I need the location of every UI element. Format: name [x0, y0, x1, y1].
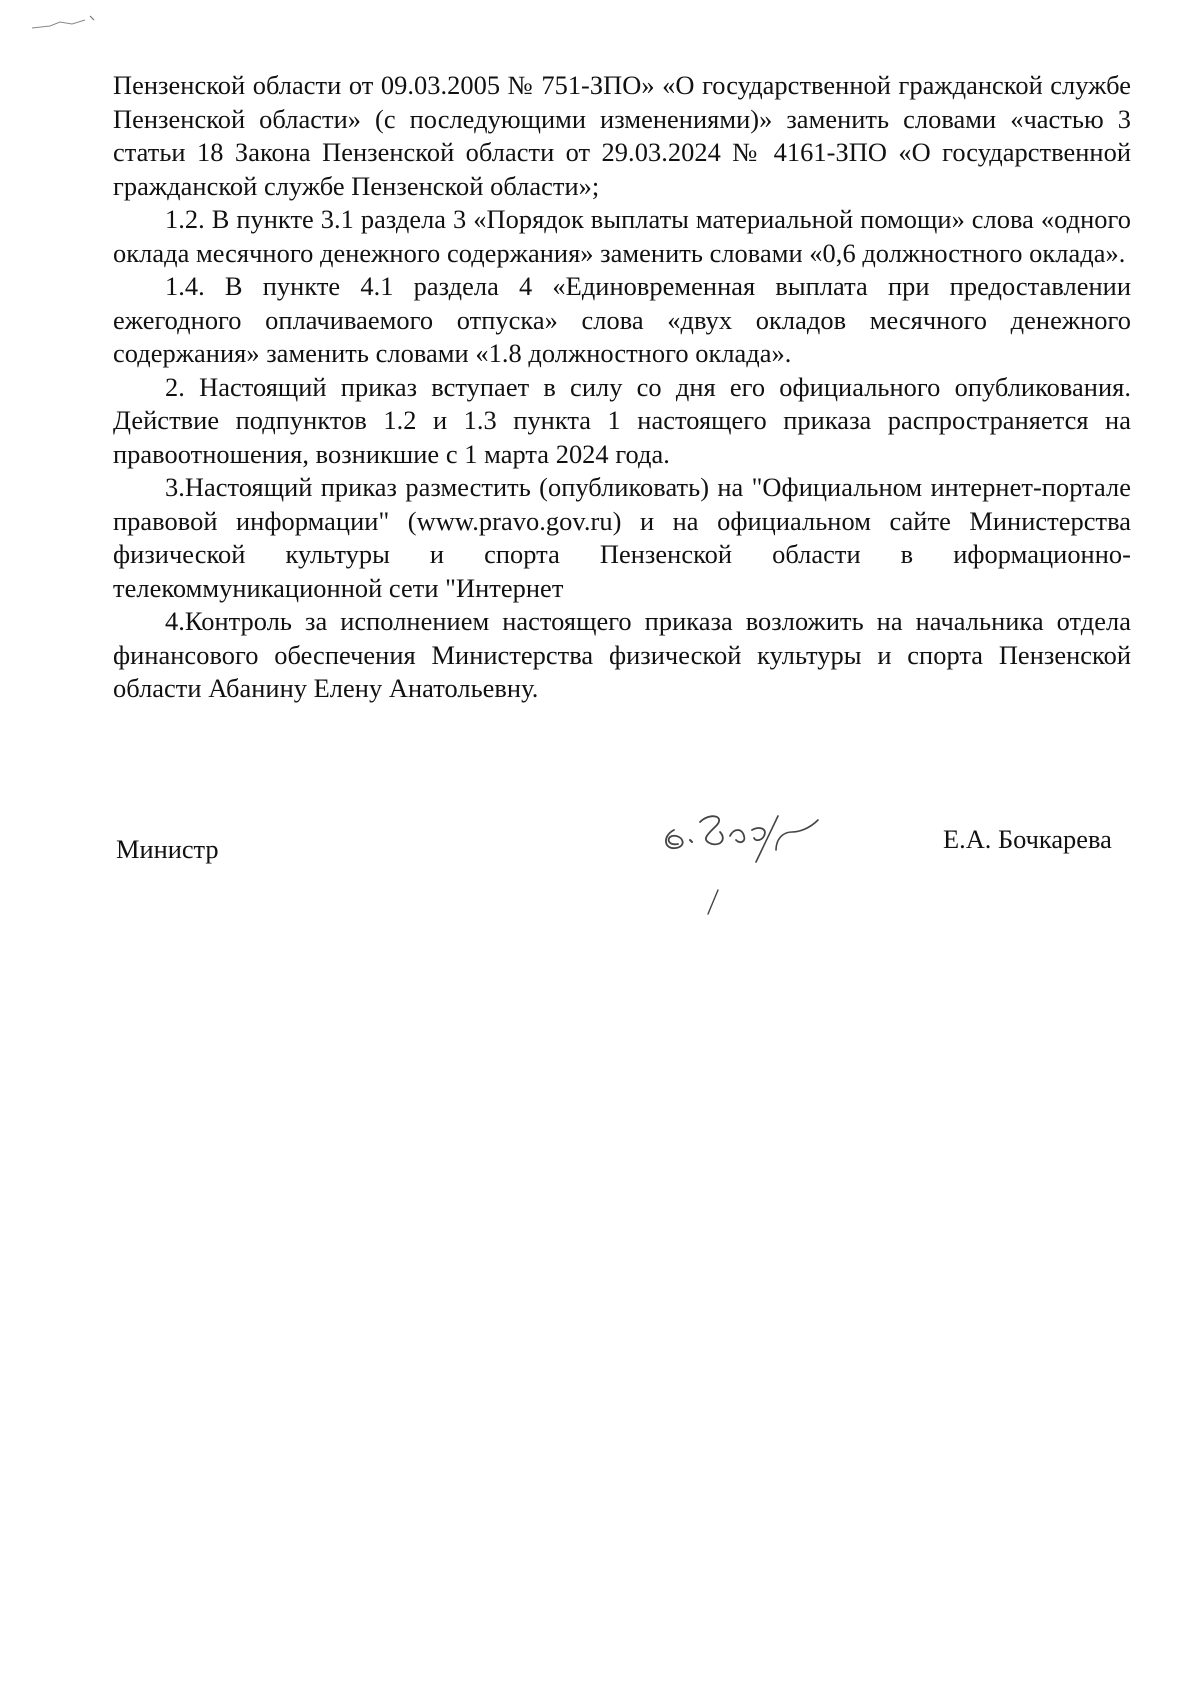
- signer-name: Е.А. Бочкарева: [943, 824, 1112, 854]
- paragraph-continuation: Пензенской области от 09.03.2005 № 751-ЗПО» «О государственной гражданской службе Пензенской области» (с последующими изменениями)» заменить словами «частью 3 статьи 18 Закона Пензенской области от 29.03.2024 № 4161-ЗПО «О государственной гражданской службе Пензенской области»;: [113, 70, 1131, 201]
- document-body: [113, 69, 1131, 706]
- handwritten-signature: [660, 810, 860, 920]
- paragraph-item-3: 3.Настоящий приказ разместить (опубликовать) на "Официальном интернет-портале правовой информации" (www.pravo.gov.ru) и на официальном сайте Министерства физической культуры и спорта Пензенской области в иформационно-телекоммуникационной сети "Интернет: [113, 472, 1131, 603]
- paragraph-item-4: 4.Контроль за исполнением настоящего приказа возложить на начальника отдела финансового обеспечения Министерства физической культуры и спорта Пензенской области Абанину Елену Анатольевну.: [113, 606, 1131, 703]
- scan-artifact-icon: [30, 10, 110, 34]
- signature-block: [0, 810, 1200, 930]
- paragraph-item-1-2: 1.2. В пункте 3.1 раздела 3 «Порядок выплаты материальной помощи» слова «одного оклада месячного денежного содержания» заменить словами «0,6 должностного оклада».: [113, 204, 1131, 268]
- paragraph-item-1-4: 1.4. В пункте 4.1 раздела 4 «Единовременная выплата при предоставлении ежегодного оплачиваемого отпуска» слова «двух окладов месячного денежного содержания» заменить словами «1.8 должностного оклада».: [113, 271, 1131, 368]
- signer-position: Министр: [116, 834, 219, 864]
- paragraph-item-2: 2. Настоящий приказ вступает в силу со дня его официального опубликования. Действие подпунктов 1.2 и 1.3 пункта 1 настоящего приказа распространяется на правоотношения, возникшие с 1 марта 2024 года.: [113, 371, 1131, 469]
